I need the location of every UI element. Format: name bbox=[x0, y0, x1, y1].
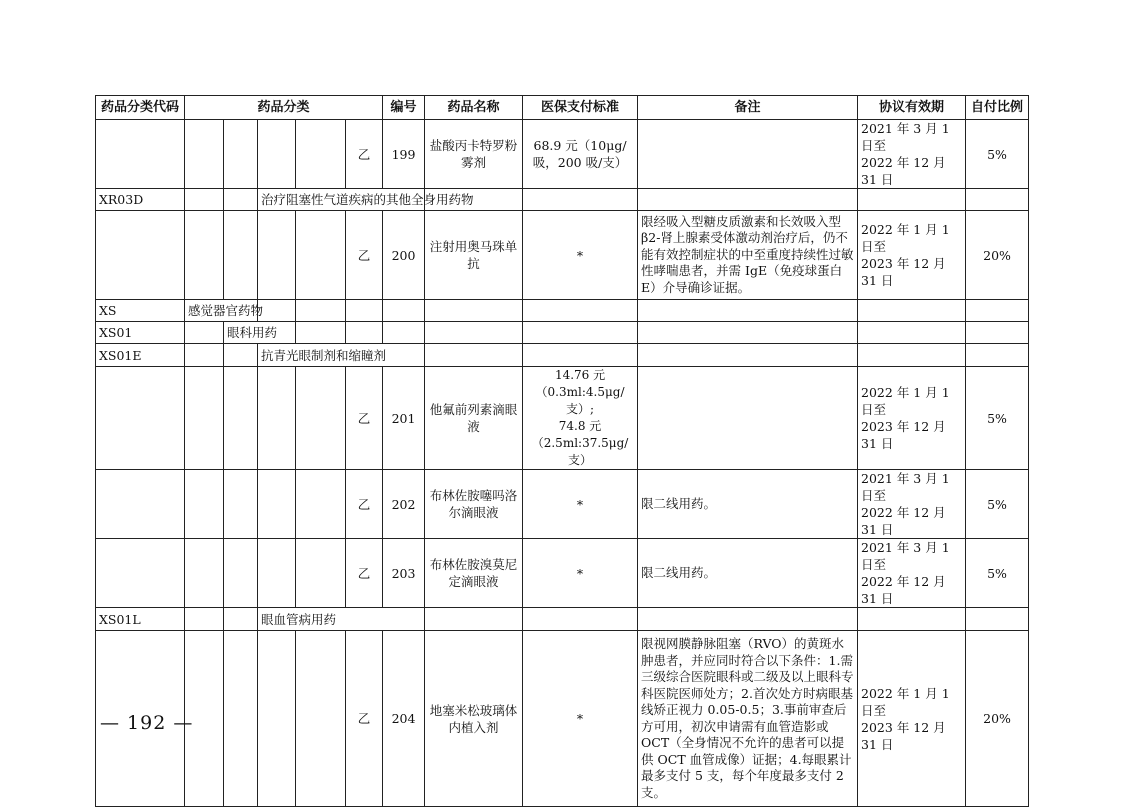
category-code: XS bbox=[96, 300, 185, 322]
drug-name: 注射用奥马珠单抗 bbox=[425, 211, 523, 300]
category-code: XS01 bbox=[96, 322, 185, 344]
category-label: 眼科用药 bbox=[224, 322, 296, 344]
validity: 2021 年 3 月 1 日至 2022 年 12 月 31 日 bbox=[858, 470, 966, 539]
remark bbox=[638, 120, 858, 189]
category-row bbox=[96, 300, 1029, 322]
drug-no: 202 bbox=[383, 470, 425, 539]
validity: 2022 年 1 月 1 日至 2023 年 12 月 31 日 bbox=[858, 631, 966, 807]
table-row bbox=[96, 631, 1029, 807]
category-code: XR03D bbox=[96, 189, 185, 211]
table-row bbox=[96, 539, 1029, 608]
table-row bbox=[96, 211, 1029, 300]
category-code: XS01L bbox=[96, 608, 185, 631]
drug-type: 乙 bbox=[346, 631, 383, 807]
drug-no: 203 bbox=[383, 539, 425, 608]
drug-name: 布林佐胺噻吗洛尔滴眼液 bbox=[425, 470, 523, 539]
category-row bbox=[96, 608, 1029, 631]
category-label: 治疗阻塞性气道疾病的其他全身用药物 bbox=[258, 189, 425, 211]
remark: 限二线用药。 bbox=[638, 539, 858, 608]
drug-type: 乙 bbox=[346, 120, 383, 189]
pay-standard: * bbox=[523, 211, 638, 300]
remark: 限二线用药。 bbox=[638, 470, 858, 539]
header-validity: 协议有效期 bbox=[858, 96, 966, 120]
category-label: 感觉器官药物 bbox=[185, 300, 258, 322]
self-pay-ratio: 5% bbox=[966, 367, 1029, 470]
page-number: — 192 — bbox=[100, 712, 194, 734]
drug-name: 布林佐胺溴莫尼定滴眼液 bbox=[425, 539, 523, 608]
remark: 限经吸入型糖皮质激素和长效吸入型β2-肾上腺素受体激动剂治疗后，仍不能有效控制症状的中至重度持续性过敏性哮喘患者，并需 IgE（免疫球蛋白 E）介导确诊证据。 bbox=[638, 211, 858, 300]
validity: 2021 年 3 月 1 日至 2022 年 12 月 31 日 bbox=[858, 539, 966, 608]
category-code: XS01E bbox=[96, 344, 185, 367]
table-row bbox=[96, 367, 1029, 470]
remark bbox=[638, 367, 858, 470]
validity: 2022 年 1 月 1 日至 2023 年 12 月 31 日 bbox=[858, 211, 966, 300]
category-row bbox=[96, 344, 1029, 367]
drug-type: 乙 bbox=[346, 367, 383, 470]
drug-name: 盐酸丙卡特罗粉雾剂 bbox=[425, 120, 523, 189]
pay-standard: * bbox=[523, 631, 638, 807]
category-row bbox=[96, 189, 1029, 211]
header-remarks: 备注 bbox=[638, 96, 858, 120]
drug-no: 200 bbox=[383, 211, 425, 300]
table-row bbox=[96, 120, 1029, 189]
header-no: 编号 bbox=[383, 96, 425, 120]
drug-type: 乙 bbox=[346, 211, 383, 300]
pay-standard: * bbox=[523, 470, 638, 539]
category-label: 眼血管病用药 bbox=[258, 608, 425, 631]
validity: 2022 年 1 月 1 日至 2023 年 12 月 31 日 bbox=[858, 367, 966, 470]
self-pay-ratio: 20% bbox=[966, 631, 1029, 807]
drug-name: 他氟前列素滴眼液 bbox=[425, 367, 523, 470]
drug-name: 地塞米松玻璃体内植入剂 bbox=[425, 631, 523, 807]
drug-table bbox=[95, 95, 1029, 807]
drug-no: 204 bbox=[383, 631, 425, 807]
header-code: 药品分类代码 bbox=[96, 96, 185, 120]
header-standard: 医保支付标准 bbox=[523, 96, 638, 120]
pay-standard: 14.76 元 （0.3ml:4.5μg/支）; 74.8 元 （2.5ml:37.5μg/支） bbox=[523, 367, 638, 470]
drug-type: 乙 bbox=[346, 539, 383, 608]
category-row bbox=[96, 322, 1029, 344]
drug-no: 199 bbox=[383, 120, 425, 189]
header-row bbox=[96, 96, 1029, 120]
header-category: 药品分类 bbox=[185, 96, 383, 120]
remark: 限视网膜静脉阻塞（RVO）的黄斑水肿患者，并应同时符合以下条件：1.需三级综合医院眼科或二级及以上眼科专科医院医师处方；2.首次处方时病眼基线矫正视力 0.05-0.5；3.事前审查后方可用，初次申请需有血管造影或 OCT（全身情况不允许的患者可以提供 OCT 血管成像）证据；4.每眼累计最多支付 5 支，每个年度最多支付 2 支。 bbox=[638, 631, 858, 807]
self-pay-ratio: 20% bbox=[966, 211, 1029, 300]
self-pay-ratio: 5% bbox=[966, 470, 1029, 539]
validity: 2021 年 3 月 1 日至 2022 年 12 月 31 日 bbox=[858, 120, 966, 189]
drug-type: 乙 bbox=[346, 470, 383, 539]
drug-no: 201 bbox=[383, 367, 425, 470]
header-name: 药品名称 bbox=[425, 96, 523, 120]
self-pay-ratio: 5% bbox=[966, 539, 1029, 608]
pay-standard: * bbox=[523, 539, 638, 608]
self-pay-ratio: 5% bbox=[966, 120, 1029, 189]
header-ratio: 自付比例 bbox=[966, 96, 1029, 120]
pay-standard: 68.9 元（10μg/ 吸，200 吸/支） bbox=[523, 120, 638, 189]
category-label: 抗青光眼制剂和缩瞳剂 bbox=[258, 344, 425, 367]
table-row bbox=[96, 470, 1029, 539]
